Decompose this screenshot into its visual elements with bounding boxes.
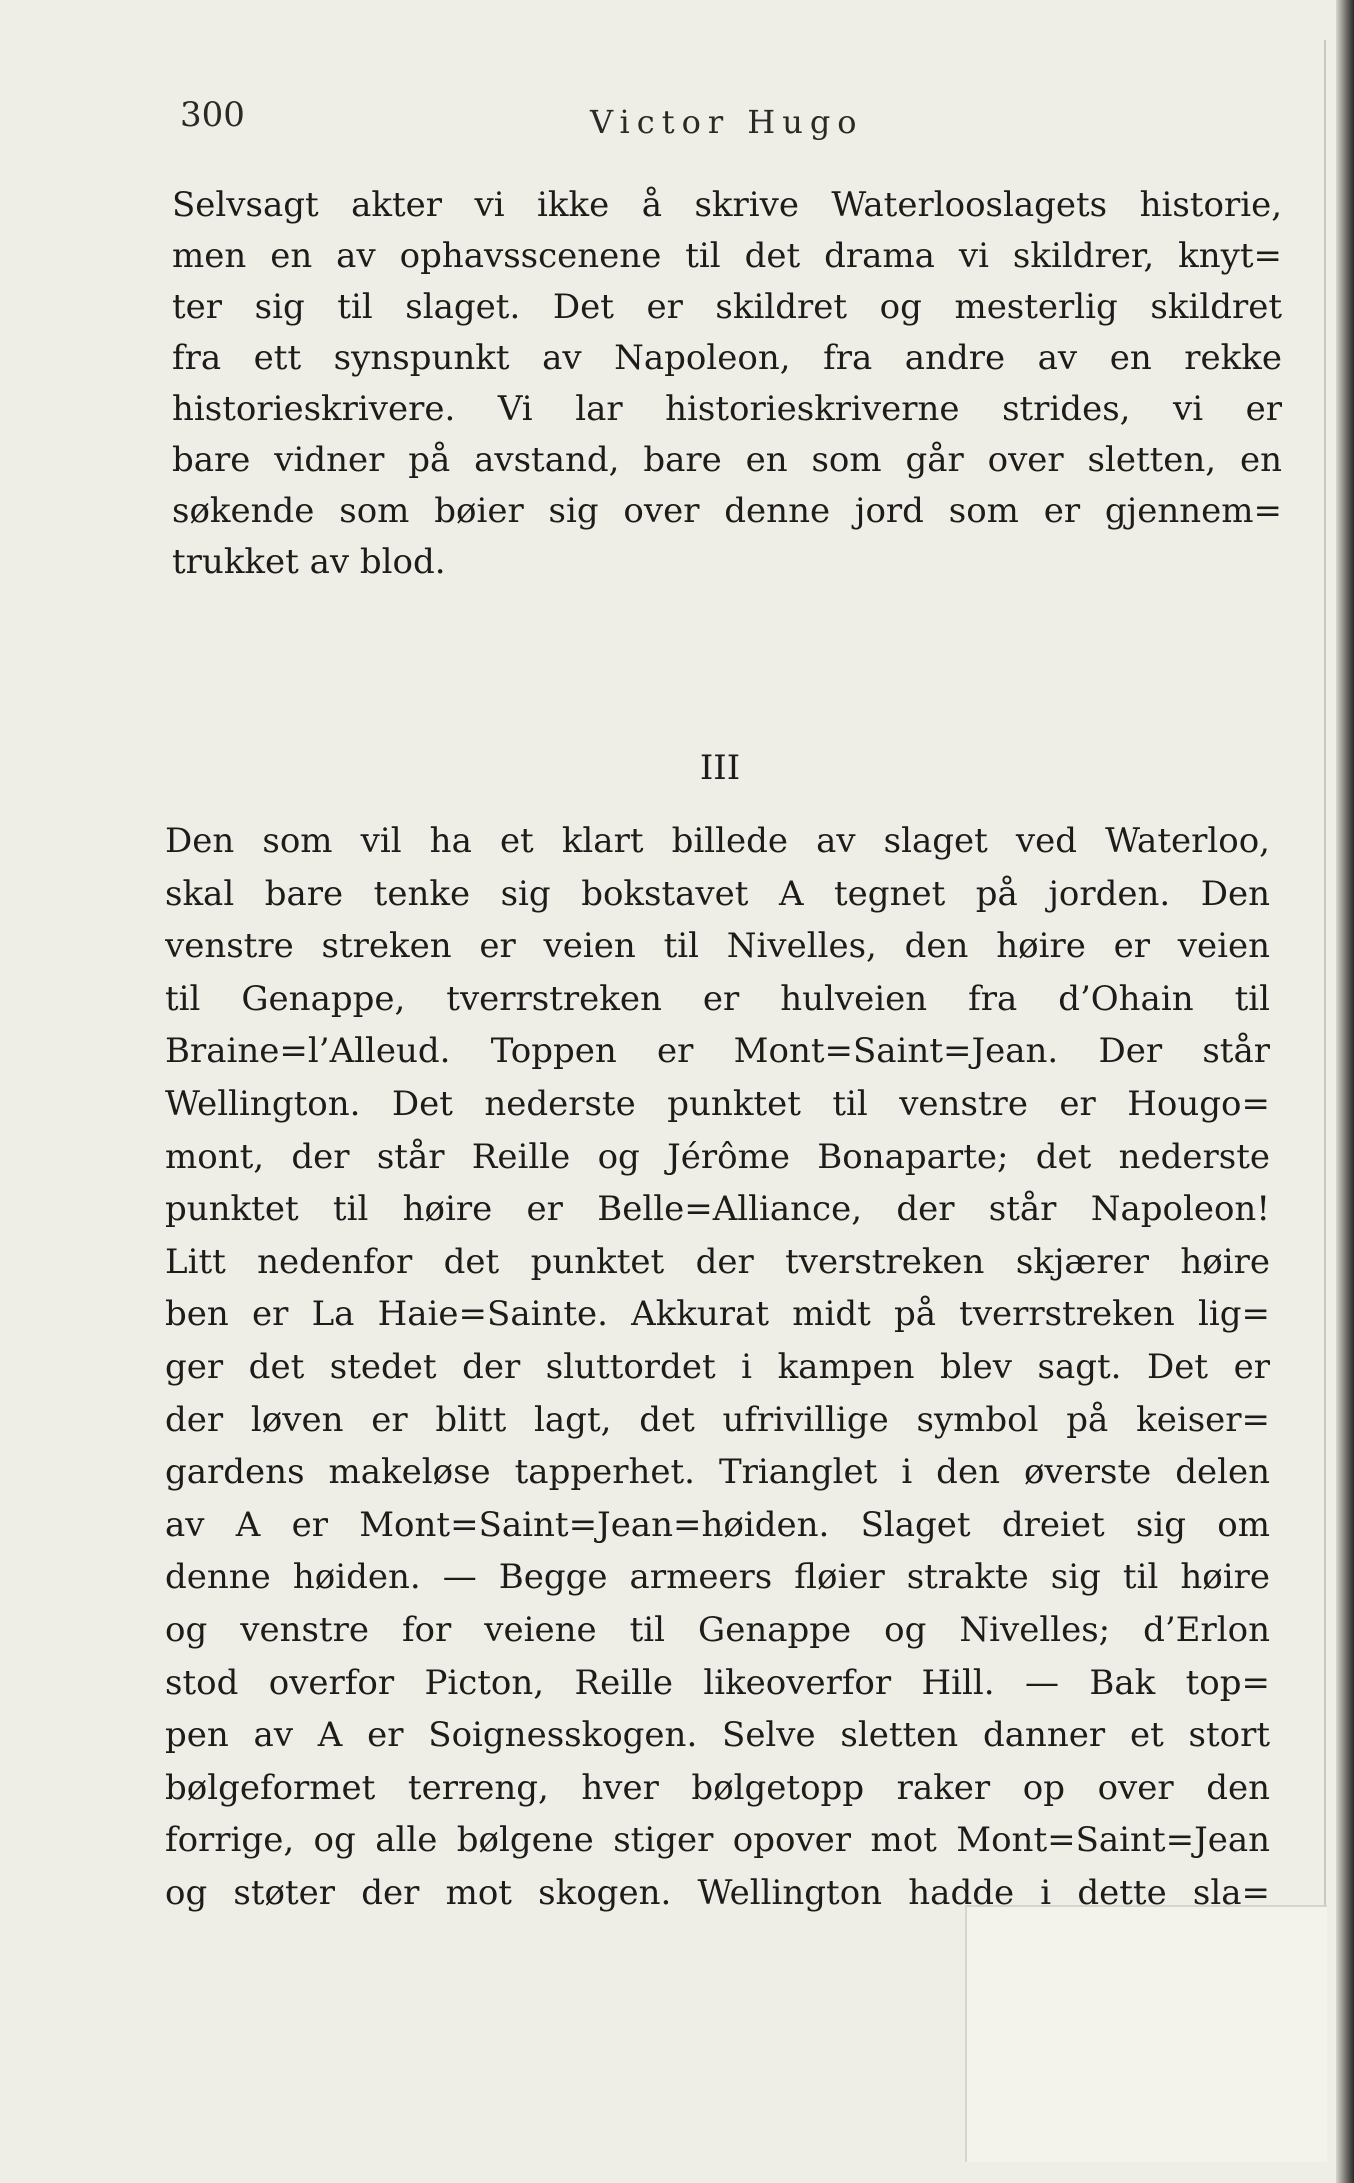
text-line: historieskrivere. Vi lar historieskriverne strides, vi er (172, 389, 1282, 429)
page-corner-patch (965, 1905, 1327, 2162)
section-heading: III (699, 748, 741, 788)
text-line: søkende som bøier sig over denne jord som er gjennem= (172, 491, 1282, 531)
text-line: pen av A er Soignesskogen. Selve sletten danner et stort (165, 1715, 1270, 1756)
text-line: ben er La Haie=Sainte. Akkurat midt på tverrstreken lig= (165, 1294, 1270, 1335)
text-line: og venstre for veiene til Genappe og Nivelles; d’Erlon (165, 1609, 1270, 1650)
text-line: Litt nedenfor det punktet der tverstreken skjærer høire (165, 1241, 1270, 1282)
text-line: bølgeformet terreng, hver bølgetopp raker op over den (165, 1767, 1270, 1808)
text-line: skal bare tenke sig bokstavet A tegnet på jorden. Den (165, 873, 1270, 914)
text-line: denne høiden. — Begge armeers fløier strakte sig til høire (165, 1557, 1270, 1598)
page-edge-shadow (1336, 0, 1354, 2183)
text-line: Wellington. Det nederste punktet til venstre er Hougo= (165, 1083, 1270, 1124)
text-line: mont, der står Reille og Jérôme Bonaparte; det nederste (165, 1136, 1270, 1177)
text-line: bare vidner på avstand, bare en som går over sletten, en (172, 440, 1282, 480)
page-number: 300 (180, 95, 245, 135)
paragraph-1 (172, 180, 1282, 588)
text-line: trukket av blod. (172, 542, 446, 582)
text-line: Den som vil ha et klart billede av slaget ved Waterloo, (165, 821, 1270, 861)
text-line: der løven er blitt lagt, det ufrivillige symbol på keiser= (165, 1399, 1270, 1440)
text-line: til Genappe, tverrstreken er hulveien fra d’Ohain til (165, 978, 1270, 1019)
text-line: gardens makeløse tapperhet. Trianglet i den øverste delen (165, 1452, 1270, 1493)
text-line: stod overfor Picton, Reille likeoverfor Hill. — Bak top= (165, 1662, 1270, 1703)
running-head: Victor Hugo (590, 103, 864, 141)
text-line: men en av ophavsscenene til det drama vi skildrer, knyt= (172, 236, 1282, 276)
text-line: av A er Mont=Saint=Jean=høiden. Slaget dreiet sig om (165, 1504, 1270, 1545)
text-line: Selvsagt akter vi ikke å skrive Waterlooslagets historie, (172, 185, 1282, 225)
text-line: ger det stedet der sluttordet i kampen blev sagt. Det er (165, 1346, 1270, 1387)
text-line: forrige, og alle bølgene stiger opover mot Mont=Saint=Jean (165, 1820, 1270, 1861)
text-line: fra ett synspunkt av Napoleon, fra andre av en rekke (172, 338, 1282, 378)
page-header (180, 95, 1280, 145)
text-line: Braine=l’Alleud. Toppen er Mont=Saint=Jean. Der står (165, 1031, 1270, 1072)
text-line: og støter der mot skogen. Wellington hadde i dette sla= (165, 1872, 1270, 1913)
text-line: punktet til høire er Belle=Alliance, der står Napoleon! (165, 1189, 1270, 1230)
text-line: ter sig til slaget. Det er skildret og mesterlig skildret (172, 287, 1282, 327)
page-edge-line (1324, 40, 1326, 2140)
text-line: venstre streken er veien til Nivelles, den høire er veien (165, 926, 1270, 967)
paragraph-2 (165, 815, 1270, 1919)
